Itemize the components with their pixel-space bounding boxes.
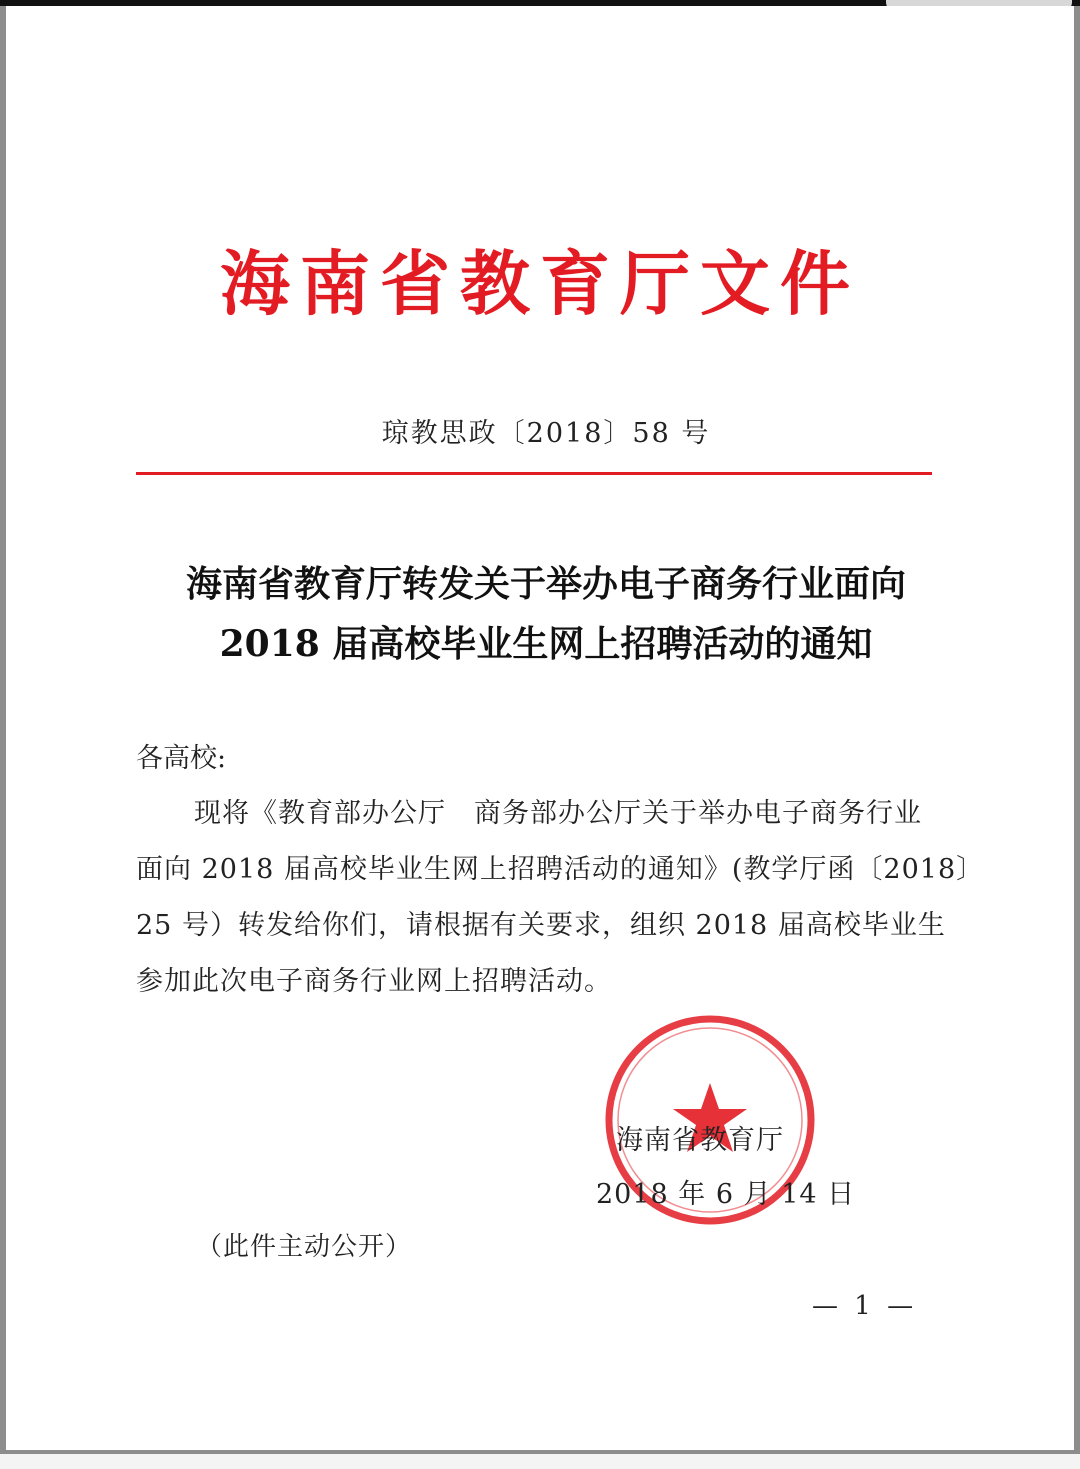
viewer-bottom-strip (0, 1454, 1080, 1469)
page-number: — 1 — (812, 1291, 918, 1321)
document-header: 海南省教育厅文件 (220, 242, 860, 325)
body-line: 25 号）转发给你们，请根据有关要求，组织 2018 届高校毕业生 (136, 910, 946, 941)
signer-name: 海南省教育厅 (616, 1125, 784, 1156)
body-line: 面向 2018 届高校毕业生网上招聘活动的通知》(教学厅函〔2018〕 (136, 854, 985, 885)
salutation: 各高校: (136, 743, 227, 774)
body-line: 参加此次电子商务行业网上招聘活动。 (136, 966, 612, 997)
title-line-1: 海南省教育厅转发关于举办电子商务行业面向 (185, 563, 906, 605)
disclosure-note: （此件主动公开） (196, 1232, 413, 1262)
title-line-2: 2018 届高校毕业生网上招聘活动的通知 (219, 623, 873, 665)
header-divider (136, 472, 932, 475)
signing-date: 2018 年 6 月 14 日 (596, 1179, 856, 1210)
body-line: 现将《教育部办公厅 商务部办公厅关于举办电子商务行业 (194, 798, 922, 829)
body-paragraph (136, 786, 985, 1010)
document-title (102, 554, 990, 674)
document-number: 琼教思政〔2018〕58 号 (381, 418, 711, 449)
document-page (6, 6, 1074, 1450)
